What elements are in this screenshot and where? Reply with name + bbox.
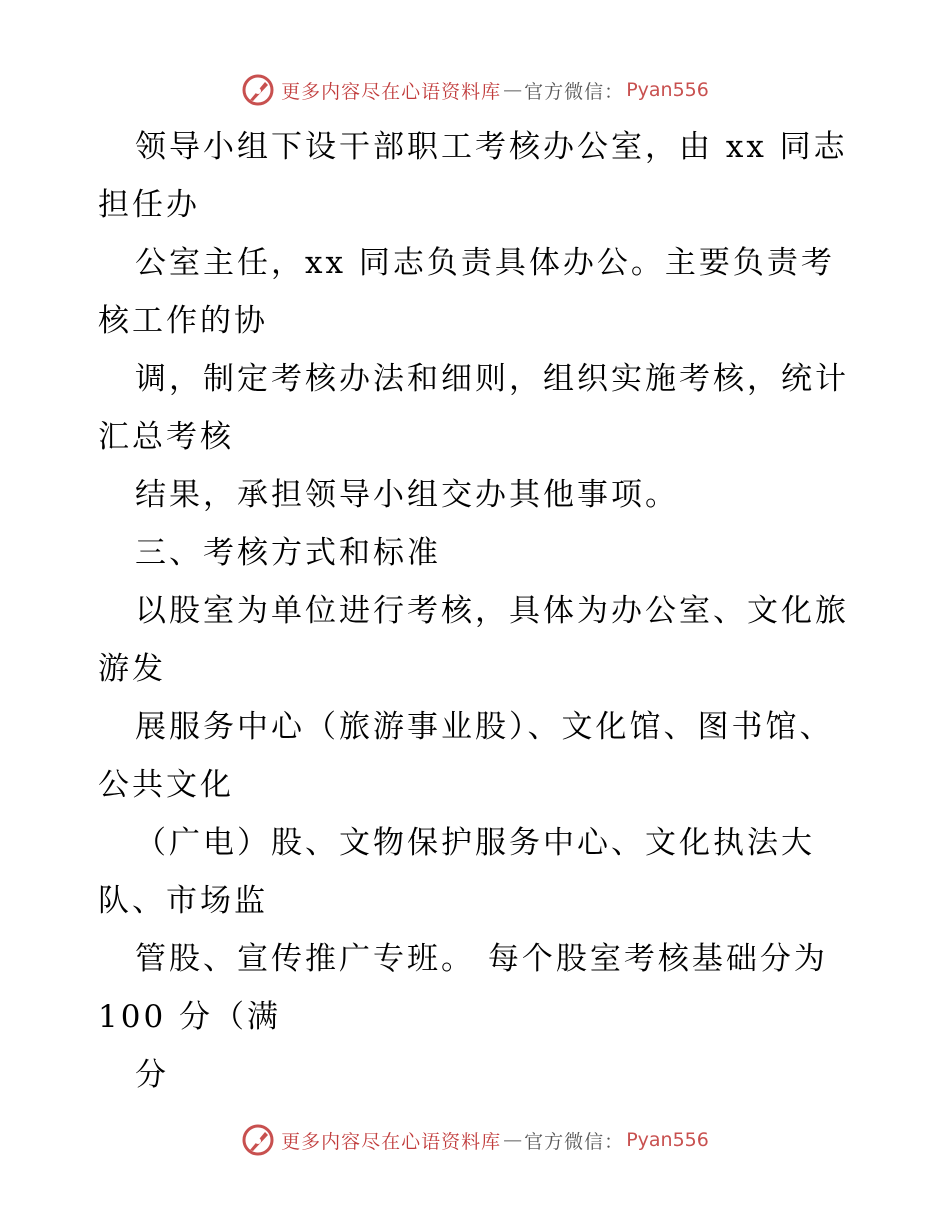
banner-official-label: 官方微信： [524,80,625,103]
body-line: 游发 [98,651,166,687]
body-line: 调，制定考核办法和细则，组织实施考核，统计 [135,361,849,397]
document-body [98,118,878,1104]
body-line: 管股、宣传推广专班。 每个股室考核基础分为 [135,941,828,977]
body-line: 队、市场监 [98,883,268,919]
banner-dash: — [503,1129,523,1151]
body-line: （广电）股、文物保护服务中心、文化执法大 [135,825,815,861]
body-line: 核工作的协 [98,303,268,339]
header-banner [0,70,950,110]
banner-brand-text: 更多内容尽在心语资料库 [281,1130,502,1153]
banner-brand-text: 更多内容尽在心语资料库 [281,80,502,103]
banner-wechat-id: Pyan556 [626,79,709,101]
quill-pen-logo-icon [241,73,275,107]
body-line: 公室主任，xx 同志负责具体办公。主要负责考 [135,245,835,281]
body-line: 汇总考核 [98,419,234,455]
body-line: 以股室为单位进行考核，具体为办公室、文化旅 [135,593,849,629]
banner-wechat-id: Pyan556 [626,1129,709,1151]
body-line: 领导小组下设干部职工考核办公室，由 xx 同志 [135,129,848,165]
section-heading: 三、考核方式和标准 [135,535,441,571]
body-line: 展服务中心（旅游事业股）、文化馆、图书馆、 [135,709,834,745]
body-line: 担任办 [98,187,200,223]
body-line: 结果，承担领导小组交办其他事项。 [135,477,679,513]
banner-dash: — [503,79,523,101]
quill-pen-logo-icon [241,1123,275,1157]
banner-official-label: 官方微信： [524,1130,625,1153]
body-line: 分 [135,1057,169,1093]
body-line: 公共文化 [98,767,234,803]
footer-banner [0,1120,950,1160]
body-line: 100 分（满 [98,999,282,1035]
